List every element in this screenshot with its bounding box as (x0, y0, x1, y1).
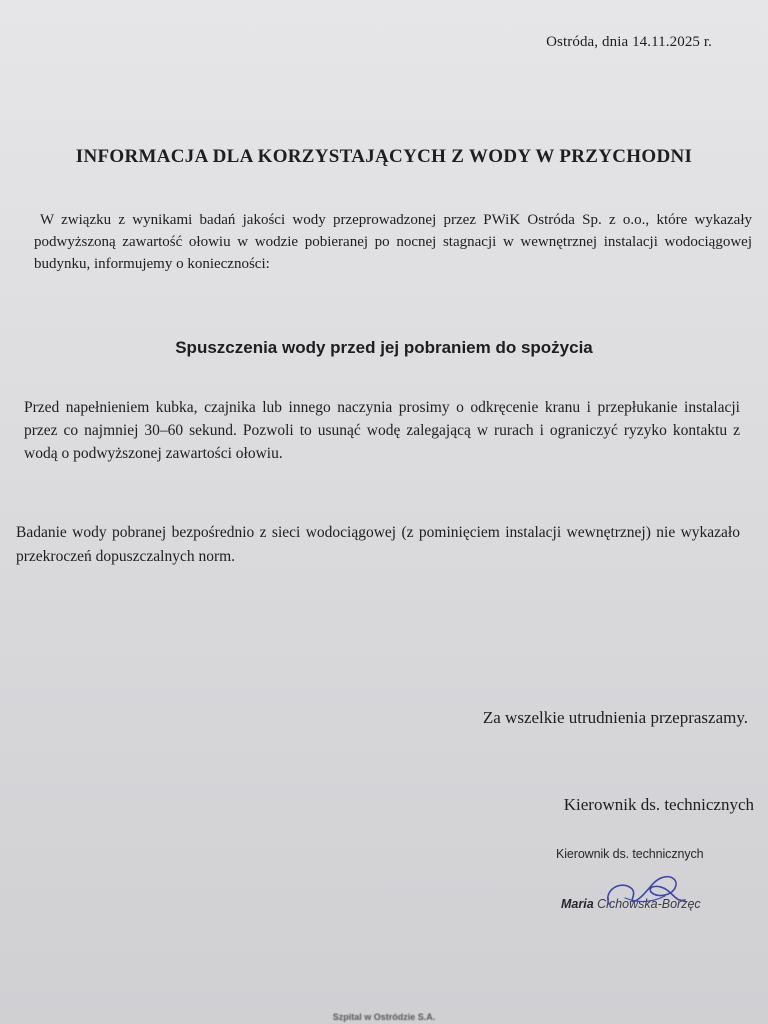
signature-stroke (608, 877, 685, 904)
stamp-title: Kierownik ds. technicznych (556, 847, 704, 861)
network-test-paragraph: Badanie wody pobranej bezpośrednio z sieci wodociągowej (z pominięciem instalacji wewnętrznej) nie wykazało przekroczeń dopuszczalnych norm. (16, 524, 740, 565)
stamp-first-name: Maria (561, 897, 594, 911)
date-line: Ostróda, dnia 14.11.2025 r. (546, 34, 712, 50)
handwritten-signature (595, 860, 695, 920)
instructions-paragraph: Przed napełnieniem kubka, czajnika lub innego naczynia prosimy o odkręcenie kranu i przepłukanie instalacji przez co najmniej 30–60 sekund. Pozwoli to usunąć wodę zalegającą w rurach i ograniczyć ryzyko kontaktu z wodą o podwyższonej zawartości ołowiu. (24, 399, 740, 462)
signer-title: Kierownik ds. technicznych (563, 795, 754, 814)
closing-apology: Za wszelkie utrudnienia przepraszamy. (482, 708, 748, 727)
document-title: INFORMACJA DLA KORZYSTAJĄCYCH Z WODY W PRZYCHODNI (75, 146, 693, 167)
signature-flourish (625, 896, 665, 902)
footer-organization: Szpital w Ostródzie S.A. (332, 1012, 436, 1022)
stamp-last-name: Cichowska-Borzęc (597, 897, 701, 911)
subheading: Spuszczenia wody przed jej pobraniem do spożycia (175, 338, 593, 357)
intro-paragraph: W związku z wynikami badań jakości wody przeprowadzonej przez PWiK Ostróda Sp. z o.o., które wykazały podwyższoną zawartość ołowiu w wodzie pobieranej po nocnej stagnacji w wewnętrznej instalacji wodociągowej budynku, informujemy o konieczności: (34, 212, 752, 272)
